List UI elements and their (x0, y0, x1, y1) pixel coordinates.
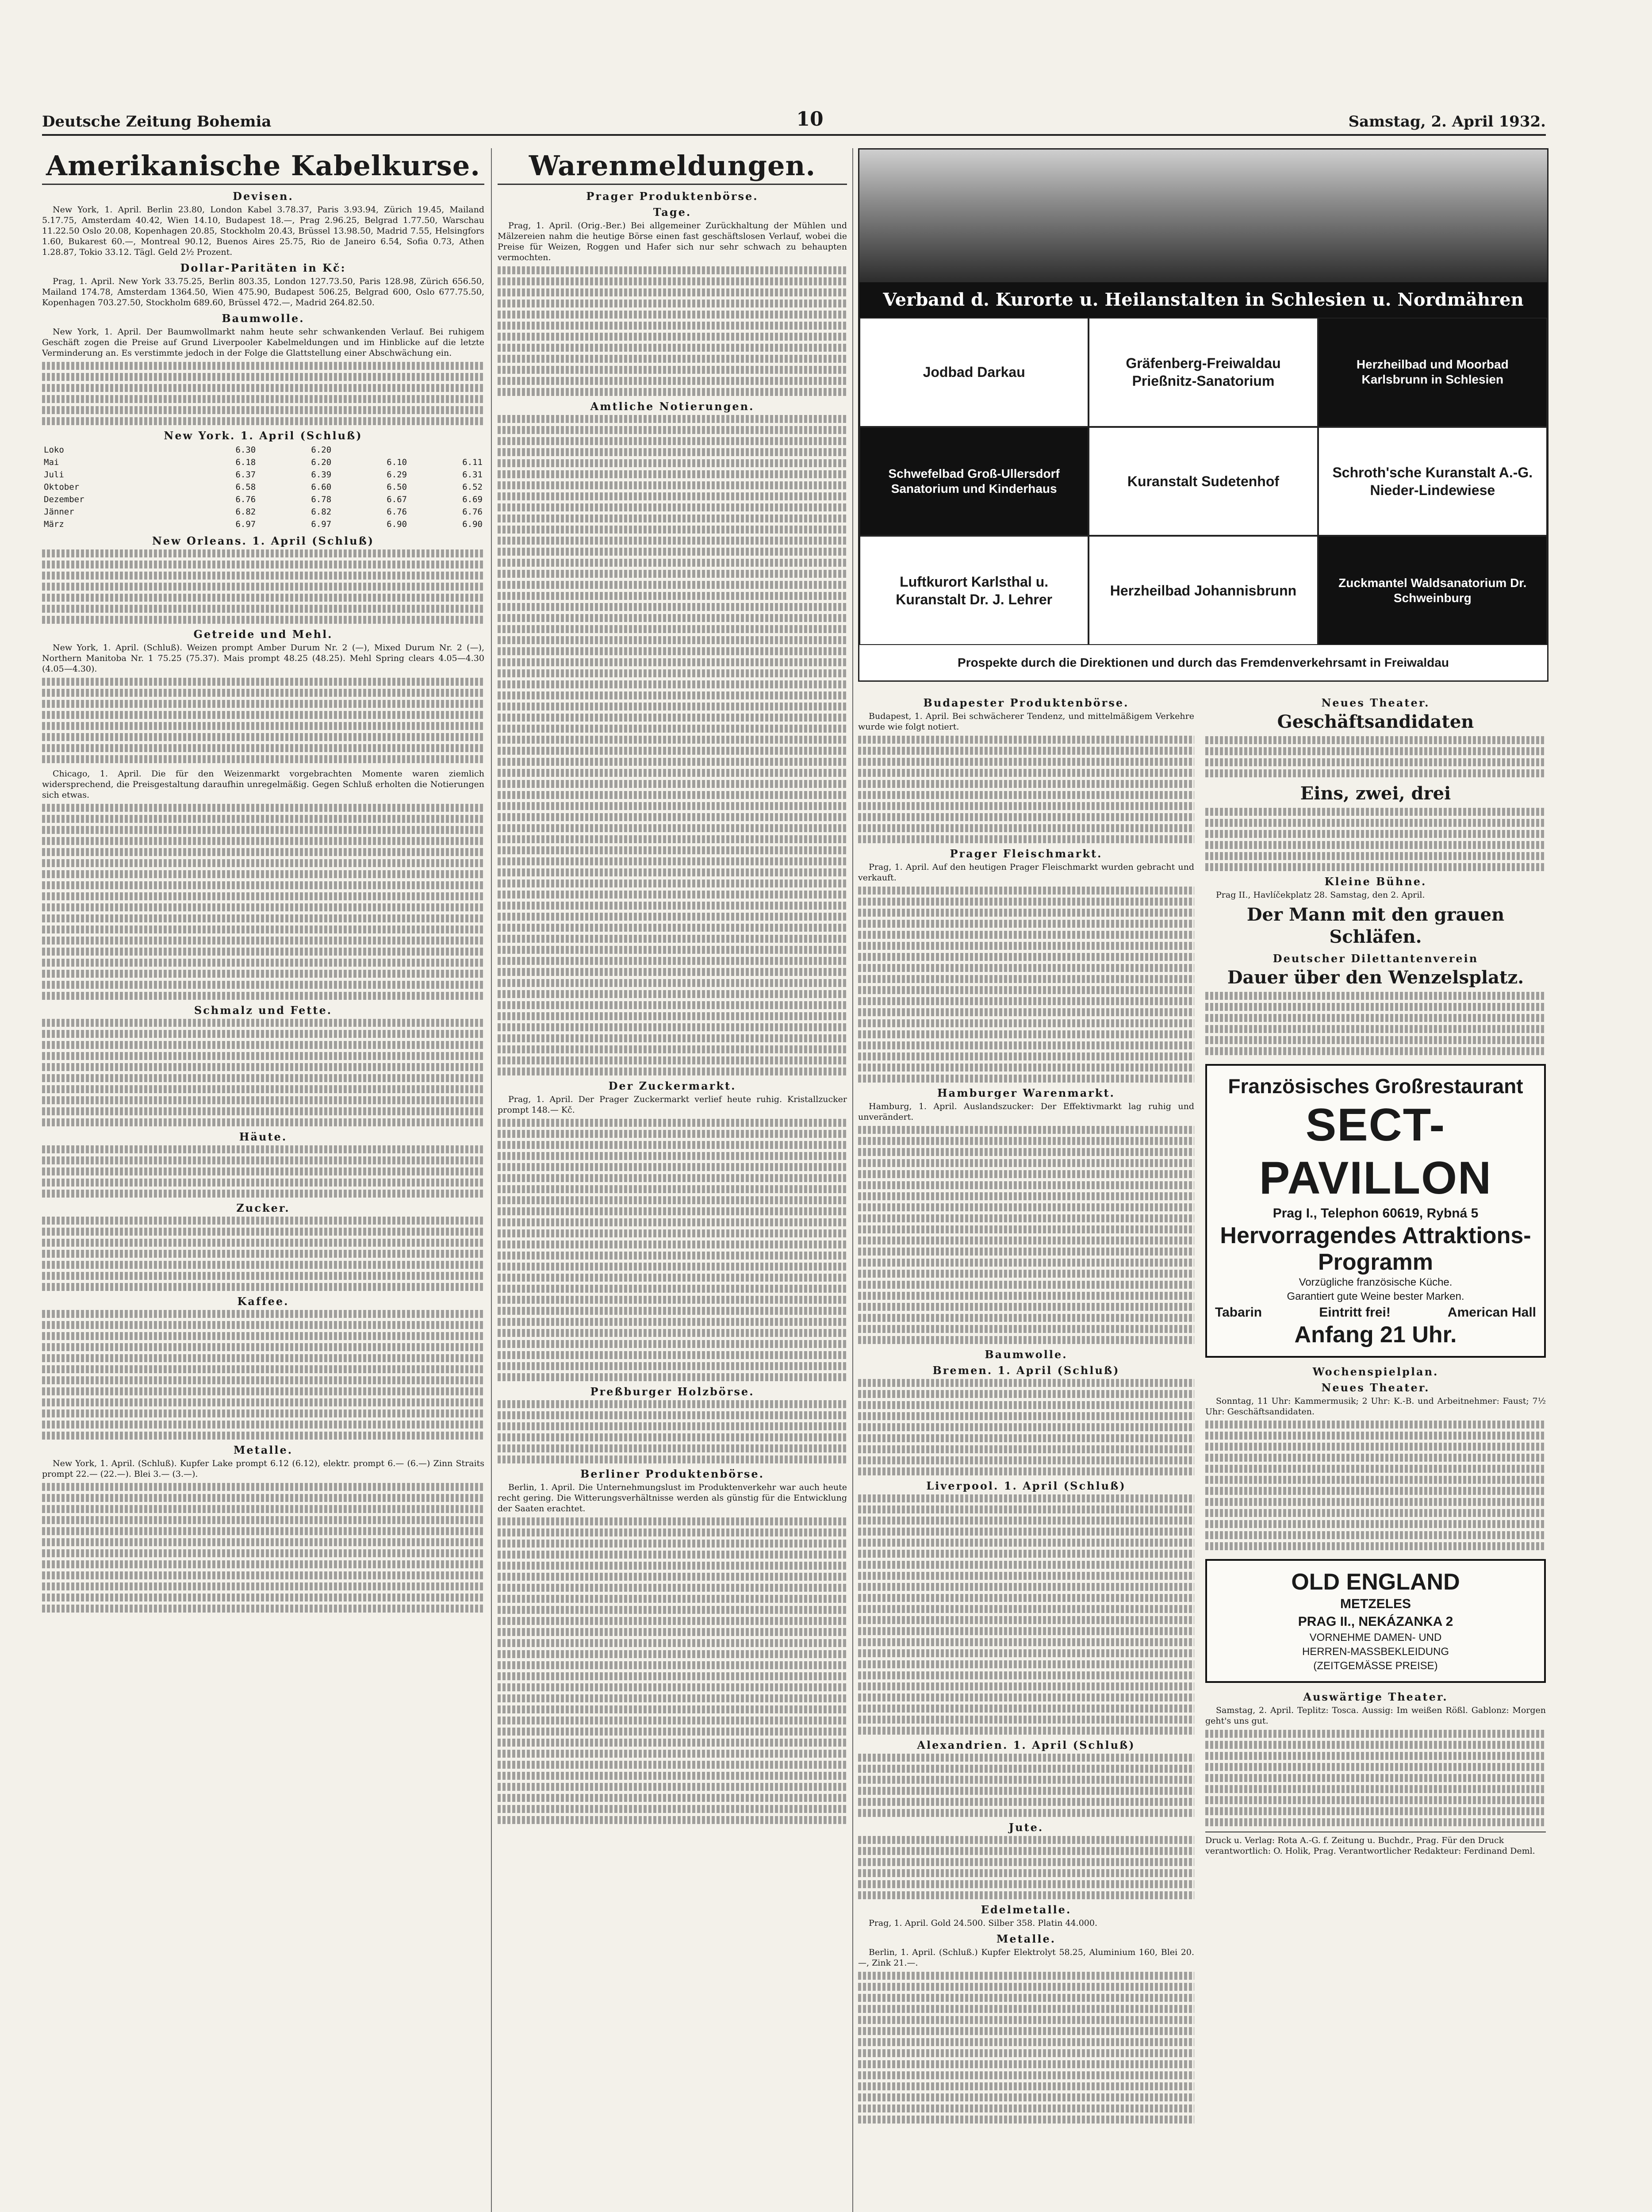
spa-entry: Schwefelbad Groß-Ullersdorf Sanatorium und Kinderhaus (859, 427, 1089, 536)
table-row: Loko 6.30 6.20 (44, 445, 332, 455)
table-row: März 6.97 6.97 6.90 6.90 (44, 519, 483, 529)
ad-line: VORNEHME DAMEN- UND (1309, 1632, 1442, 1644)
ad-line: Garantiert gute Weine bester Marken. (1287, 1290, 1464, 1302)
article-text: New York, 1. April. (Schluß). Kupfer Lake prompt 6.12 (6.12), elektr. prompt 6.— (6.—) Zinn Straits prompt 22.— (22.—). Blei 3.— (3.—). (42, 1459, 484, 1479)
newspaper-page (42, 104, 1546, 2212)
subheading: Devisen. (233, 190, 294, 203)
article-text: Budapest, 1. April. Bei schwächerer Tendenz, und mittelmäßigem Verkehre wurde wie folgt notiert. (858, 711, 1194, 732)
subheading: Kleine Bühne. (1324, 875, 1427, 888)
ad-address: Prag I., Telephon 60619, Rybná 5 (1273, 1206, 1479, 1221)
text-block (1205, 736, 1546, 777)
text-block (42, 1019, 484, 1126)
ad-tabarin: Tabarin (1215, 1305, 1262, 1320)
text-block (42, 678, 484, 763)
colophon: Druck u. Verlag: Rota A.-G. f. Zeitung u. Buchdr., Prag. Für den Druck verantwortlich: O. Holik, Prag. Verantwortlicher Redakteur: Ferdinand Deml. (1205, 1832, 1546, 1856)
article-text: Chicago, 1. April. Die für den Weizenmarkt vorgebrachten Momente waren ziemlich widersprechend, die Preisgestaltung daraufhin unregelmäßig. Gegen Schluß erholten die Notierungen sich etwas. (42, 769, 484, 800)
quotes-block (498, 415, 847, 1075)
page-header (42, 104, 1546, 131)
spa-entry: Gräfenberg-Freiwaldau Prießnitz-Sanatorium (1089, 318, 1318, 427)
article-text: Hamburg, 1. April. Auslandszucker: Der Effektivmarkt lag ruhig und unverändert. (858, 1102, 1194, 1122)
column-boersen (858, 692, 1194, 2212)
ad-row (1215, 1304, 1536, 1321)
quotes-block (858, 1494, 1194, 1735)
table-row: Oktober 6.58 6.60 6.50 6.52 (44, 482, 483, 492)
subheading: New York. 1. April (Schluß) (164, 429, 363, 442)
ad-line: (ZEITGEMÄSSE PREISE) (1313, 1660, 1438, 1672)
subheading: Liverpool. 1. April (Schluß) (926, 1479, 1126, 1492)
subheading: Häute. (239, 1130, 287, 1143)
spa-entry: Herzheilbad und Moorbad Karlsbrunn in Schlesien (1318, 318, 1547, 427)
issue-date: Samstag, 2. April 1932. (1348, 113, 1546, 131)
text-block (1205, 808, 1546, 871)
subheading: Metalle. (996, 1932, 1056, 1945)
text-block (42, 804, 484, 1000)
column-divider (852, 148, 853, 2212)
article-text: Samstag, 2. April. Teplitz: Tosca. Aussig: Im weißen Rößl. Gablonz: Morgen geht's uns gut. (1205, 1705, 1546, 1726)
article-text: Berlin, 1. April. Die Unternehmungslust im Produktenverkehr war auch heute recht gering. Die Witterungsverhältnisse werden als günstig für die Entwicklung der Saaten erachtet. (498, 1482, 847, 1513)
play-title: Der Mann mit den grauen Schläfen. (1246, 904, 1505, 947)
banner-headline: Verband d. Kurorte u. Heilanstalten in Schlesien u. Nordmähren ČSR (859, 282, 1547, 318)
text-block (42, 1217, 484, 1291)
old-england-ad (1205, 1559, 1546, 1683)
ad-address: PRAG II., NEKÁZANKA 2 (1298, 1614, 1453, 1629)
subheading: Amtliche Notierungen. (590, 400, 755, 413)
spa-entry: Zuckmantel Waldsanatorium Dr. Schweinburg (1318, 536, 1547, 645)
ad-american: American Hall (1447, 1305, 1536, 1320)
sect-pavillon-ad (1205, 1064, 1546, 1358)
ad-eintritt: Eintritt frei! (1319, 1305, 1391, 1320)
spa-entry: Schroth'sche Kuranstalt A.-G. Nieder-Lindewiese (1318, 427, 1547, 536)
article-text: Sonntag, 11 Uhr: Kammermusik; 2 Uhr: K.-B. und Arbeitnehmer: Faust; 7½ Uhr: Geschäftsandidaten. (1205, 1396, 1546, 1417)
theater-listings (1205, 698, 1546, 1055)
article-text: New York, 1. April. (Schluß). Weizen prompt Amber Durum Nr. 2 (—), Mixed Durum Nr. 2 (—), Northern Manitoba Nr. 1 75.25 (75.37). Mais prompt 48.25 (48.25). Mehl Spring clears 4.05—4.30 (4.05—4.30). (42, 643, 484, 674)
subheading: Hamburger Warenmarkt. (937, 1087, 1115, 1099)
column-kabelkurse (42, 148, 484, 2212)
ad-line: Hervorragendes Attraktions-Programm (1220, 1223, 1531, 1275)
play-title: Dauer über den Wenzelsplatz. (1227, 967, 1524, 988)
subheading: New Orleans. 1. April (Schluß) (152, 534, 375, 547)
quotes-block (858, 1754, 1194, 1817)
ad-line: Vorzügliche französische Küche. (1299, 1276, 1453, 1288)
subheading: Wochenspielplan. (1312, 1365, 1439, 1378)
subheading: Getreide und Mehl. (193, 628, 333, 641)
article-text: Prag, 1. April. Gold 24.500. Silber 358. Platin 44.000. (869, 1918, 1097, 1928)
subheading: Der Zuckermarkt. (608, 1079, 736, 1092)
text-block (42, 362, 484, 425)
text-block (1205, 992, 1546, 1055)
article-text: Berlin, 1. April. (Schluß.) Kupfer Elektrolyt 58.25, Aluminium 160, Blei 20.—, Zink 21.—. (858, 1947, 1194, 1968)
play-title: Geschäftsandidaten (1277, 711, 1474, 732)
article-text: New York, 1. April. Berlin 23.80, London Kabel 3.78.37, Paris 3.93.94, Zürich 19.45, Mailand 5.17.75, Amsterdam 40.42, Wien 14.10, Budapest 18.—, Prag 2.96.25, Belgrad 1.77.50, Warschau 11.22.50 Oslo 20.08, Kopenhagen 20.85, Stockholm 20.43, Brüssel 13.98.50, Madrid 7.55, Helsingfors 1.60, Bukarest 60.—, Montreal 90.12, Buenos Aires 25.75, Rio de Janeiro 6.54, Sofia 0.73, Athen 1.28.87, Tokio 33.12. Tägl. Geld 2½ Prozent. (42, 205, 484, 257)
quotes-block (858, 1379, 1194, 1475)
subheading: Kaffee. (237, 1295, 289, 1308)
article-text: New York, 1. April. Der Baumwollmarkt nahm heute sehr schwankenden Verlauf. Bei ruhigem Geschäft zogen die Preise auf Grund Liverpooler Kabelmeldungen und im Hinblicke auf die letzte Verminderung an. Es verstimmte jedoch in der Folge die Glattstellung einer Abschwächung ein. (42, 327, 484, 358)
text-block (498, 266, 847, 396)
text-block (498, 1119, 847, 1381)
text-block (42, 1145, 484, 1198)
article-text: Prag, 1. April. Auf den heutigen Prager Fleischmarkt wurden gebracht und verkauft. (858, 862, 1194, 883)
subheading: Prager Fleischmarkt. (950, 847, 1103, 860)
text-block (858, 736, 1194, 843)
table-row: Dezember 6.76 6.78 6.67 6.69 (44, 495, 483, 504)
column-warenmeldungen (498, 148, 847, 2212)
ad-line: HERREN-MASSBEKLEIDUNG (1302, 1646, 1449, 1658)
article-text: Prag, 1. April. Der Prager Zuckermarkt verlief heute ruhig. Kristallzucker prompt 148.— Kč. (498, 1094, 847, 1115)
subheading: Zucker. (236, 1202, 290, 1214)
text-block (42, 549, 484, 624)
subheading: Metalle. (233, 1444, 293, 1456)
subheading: Neues Theater. (1321, 1381, 1430, 1394)
play-title: Eins, zwei, drei (1300, 783, 1451, 804)
subheading: Prager Produktenbörse. (586, 190, 759, 203)
ad-name: SECT-PAVILLON (1259, 1099, 1492, 1204)
subheading: Neues Theater. (1321, 696, 1430, 709)
subheading: Alexandrien. 1. April (Schluß) (917, 1739, 1135, 1751)
column-theater (1205, 692, 1546, 2212)
subheading: Preßburger Holzbörse. (590, 1385, 755, 1398)
table-row: Mai 6.18 6.20 6.10 6.11 (44, 457, 483, 467)
subheading: Baumwolle. (222, 312, 305, 325)
landscape-image (859, 150, 1547, 282)
text-block (42, 1310, 484, 1440)
banner-footer: Prospekte durch die Direktionen und durch das Fremdenverkehrsamt in Freiwaldau (859, 644, 1547, 680)
text-block (498, 1517, 847, 1824)
ad-name: OLD ENGLAND (1291, 1569, 1460, 1595)
section-title: Warenmeldungen. (498, 148, 847, 185)
spa-entry: Jodbad Darkau (859, 318, 1089, 427)
text-block (858, 1836, 1194, 1899)
text-block (858, 887, 1194, 1083)
spa-grid (859, 318, 1547, 645)
spa-banner-ad (858, 148, 1549, 682)
subheading: Schmalz und Fette. (194, 1004, 333, 1017)
cotton-quotes-table (42, 444, 484, 530)
column-divider (491, 148, 492, 2212)
header-rule (42, 134, 1546, 136)
subheading: Edelmetalle. (981, 1903, 1072, 1916)
subheading: Jute. (1008, 1821, 1044, 1834)
subheading: Bremen. 1. April (Schluß) (932, 1364, 1120, 1377)
ad-owner: METZELES (1340, 1597, 1411, 1611)
spa-entry: Herzheilbad Johannisbrunn (1089, 536, 1318, 645)
paper-name: Deutsche Zeitung Bohemia (42, 113, 272, 131)
subheading: Tage. (653, 206, 692, 219)
subheading: Dollar-Paritäten in Kč: (180, 261, 346, 274)
section-title: Amerikanische Kabelkurse. (42, 148, 484, 185)
subheading: Deutscher Dilettantenverein (1273, 952, 1479, 965)
text-block (858, 1126, 1194, 1344)
article-text: Prag II., Havlíčekplatz 28. Samstag, den 2. April. (1216, 890, 1425, 900)
subheading: Baumwolle. (985, 1348, 1068, 1361)
article-text: Prag, 1. April. (Orig.-Ber.) Bei allgemeiner Zurückhaltung der Mühlen und Mälzereien nahm die heutige Börse einen fast geschäftslosen Verlauf, wobei die Preise für Weizen, Roggen und Hafer sich nur sehr schwach zu behaupten vermochten. (498, 221, 847, 262)
text-block (498, 1400, 847, 1463)
spa-entry: Luftkurort Karlsthal u. Kuranstalt Dr. J. Lehrer (859, 536, 1089, 645)
article-text: Prag, 1. April. New York 33.75.25, Berlin 803.35, London 127.73.50, Paris 128.98, Zürich 656.50, Mailand 174.78, Amsterdam 1364.50, Wien 475.90, Budapest 506.25, Belgrad 600, Oslo 677.75.50, Kopenhagen 703.27.50, Stockholm 689.60, Brüssel 472.—, Madrid 264.82.50. (42, 276, 484, 307)
table-row: Jänner 6.82 6.82 6.76 6.76 (44, 507, 483, 517)
subheading: Budapester Produktenbörse. (923, 696, 1129, 709)
text-block (42, 1483, 484, 1613)
text-block (1205, 1421, 1546, 1550)
spa-entry: Kuranstalt Sudetenhof (1089, 427, 1318, 536)
page-number: 10 (796, 108, 824, 131)
ad-anfang: Anfang 21 Uhr. (1294, 1322, 1457, 1348)
ad-line: Französisches Großrestaurant (1228, 1075, 1523, 1098)
text-block (1205, 1730, 1546, 1826)
subheading: Auswärtige Theater. (1303, 1690, 1448, 1703)
subheading: Berliner Produktenbörse. (580, 1467, 765, 1480)
text-block (858, 1972, 1194, 2124)
table-row: Juli 6.37 6.39 6.29 6.31 (44, 470, 483, 480)
